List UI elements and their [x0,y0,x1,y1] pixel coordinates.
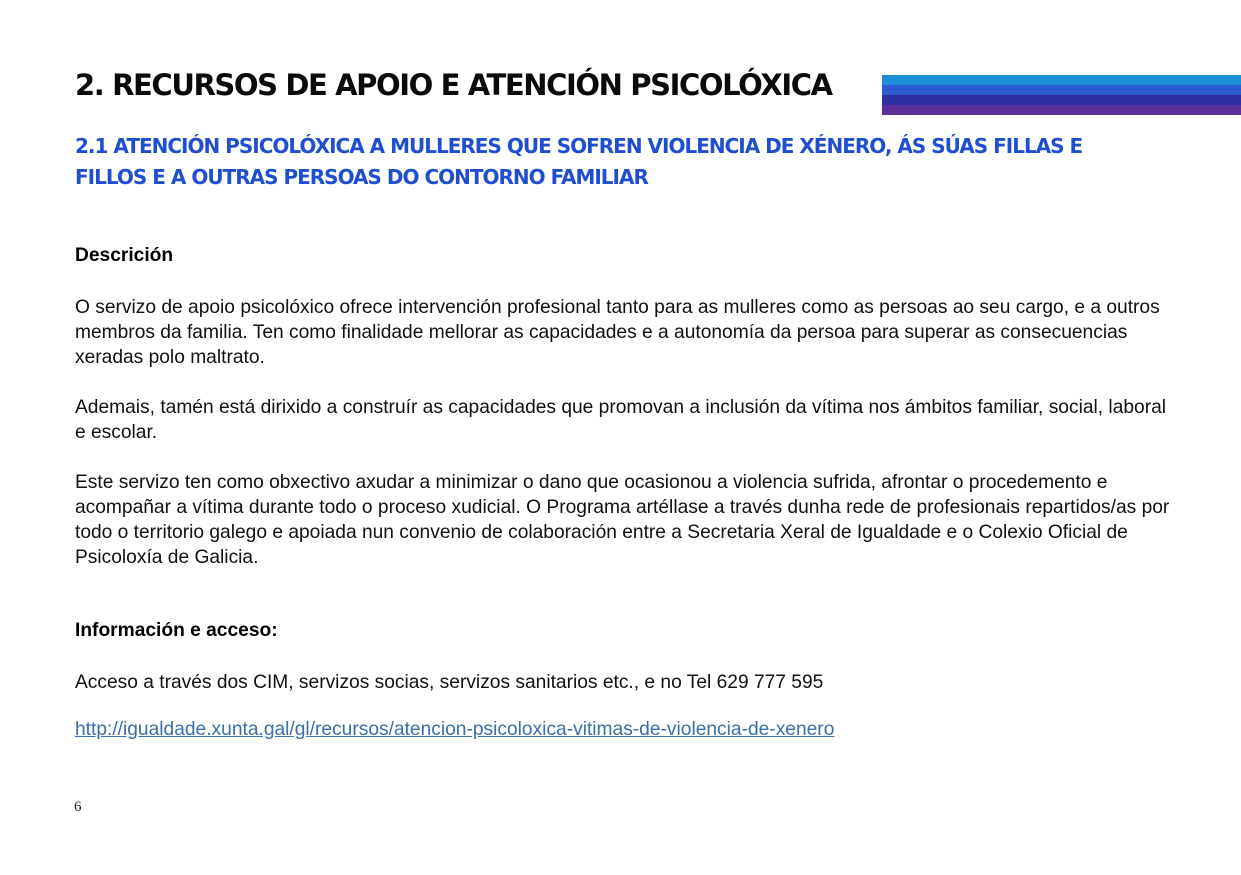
stripe-3 [882,95,1241,105]
stripe-4 [882,105,1241,115]
resource-link[interactable]: http://igualdade.xunta.gal/gl/recursos/atencion-psicoloxica-vitimas-de-violencia-de-xenero [75,719,835,740]
page-title: 2. RECURSOS DE APOIO E ATENCIÓN PSICOLÓXICA [75,68,832,102]
decorative-stripes [882,75,1241,115]
description-heading: Descrición [75,245,174,266]
access-text: Acceso a través dos CIM, servizos socias, servizos sanitarios etc., e no Tel 629 777 595 [75,672,824,693]
access-heading: Información e acceso: [75,620,278,641]
stripe-1 [882,75,1241,85]
section-subtitle: 2.1 ATENCIÓN PSICOLÓXICA A MULLERES QUE SOFREN VIOLENCIA DE XÉNERO, ÁS SÚAS FILLAS E FILLOS E A OUTRAS PERSOAS DO CONTORNO FAMILIAR [75,134,1083,189]
stripe-2 [882,85,1241,95]
description-paragraph-3: Este servizo ten como obxectivo axudar a minimizar o dano que ocasionou a violencia sufrida, afrontar o procedemento e acompañar a vítima durante todo o proceso xudicial. O Programa artéllase a través dunha rede de profesionais repartidos/as por todo o territorio galego e apoiada nun convenio de colaboración entre a Secretaria Xeral de Igualdade e o Colexio Oficial de Psicoloxía de Galicia. [75,472,1170,568]
page-number: 6 [74,799,82,815]
description-paragraph-1: O servizo de apoio psicolóxico ofrece intervención profesional tanto para as mulleres como as persoas ao seu cargo, e a outros membros da familia. Ten como finalidade mellorar as capacidades e a autonomía da persoa para superar as consecuencias xeradas polo maltrato. [75,297,1160,368]
description-paragraph-2: Ademais, tamén está dirixido a construír as capacidades que promovan a inclusión da vítima nos ámbitos familiar, social, laboral e escolar. [75,397,1167,443]
